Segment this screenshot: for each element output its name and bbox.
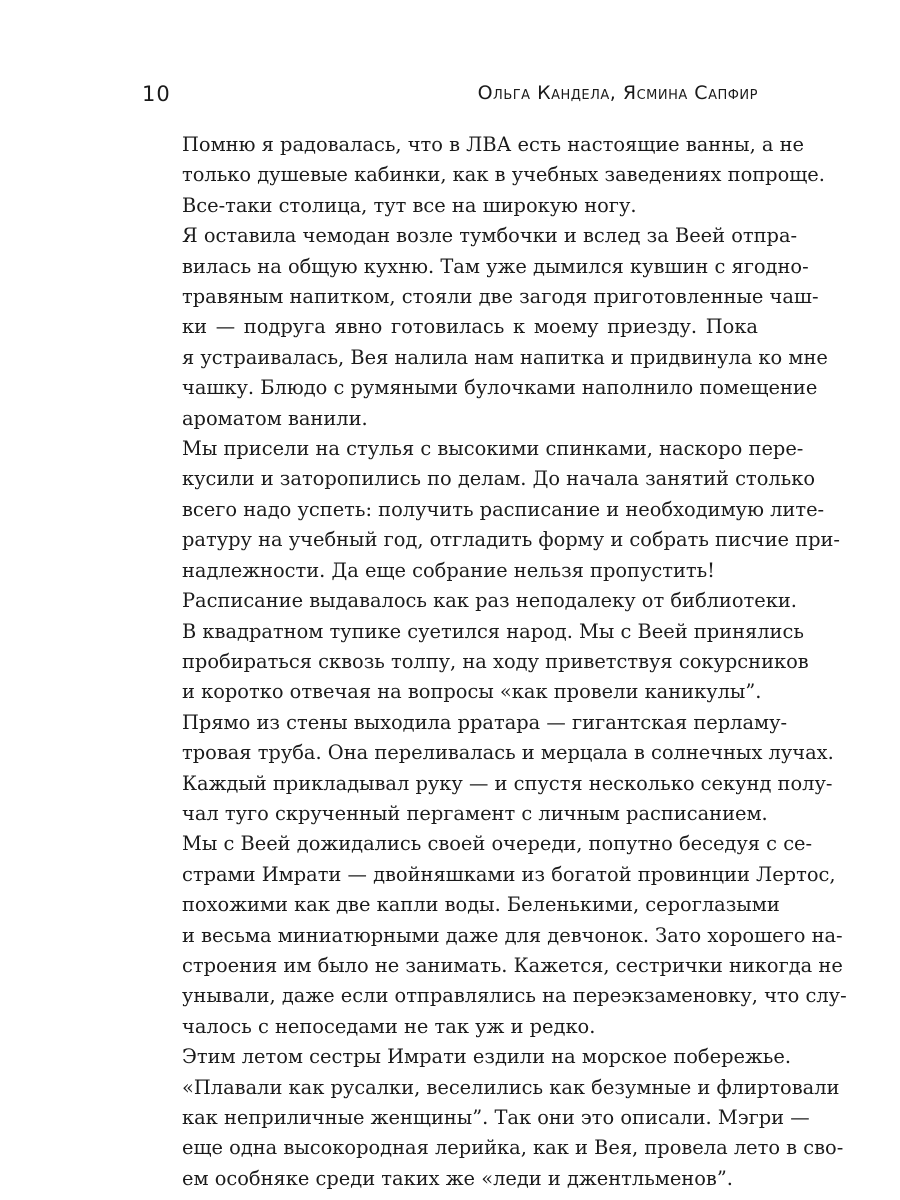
body-text <box>142 130 847 1194</box>
text-line: Мы с Веей дожидались своей очереди, попутно беседуя с се- <box>182 832 813 856</box>
text-line: ем особняке среди таких же «леди и джентльменов”. <box>182 1166 733 1190</box>
text-line: как неприличные женщины”. Так они это описали. Мэгри — <box>182 1106 810 1129</box>
text-line: Каждый прикладывал руку — и спустя несколько секунд полу- <box>182 771 833 795</box>
text-line: Мы присели на стулья с высокими спинками, наскоро пере- <box>182 437 804 461</box>
text-line: Расписание выдавалось как раз неподалеку от библиотеки. <box>182 589 797 613</box>
paragraph <box>142 829 847 1042</box>
text-line: еще одна высокородная лерийка, как и Вея, провела лето в сво- <box>182 1136 844 1160</box>
text-line: и весьма миниатюрными даже для девчонок. Зато хорошего на- <box>182 923 843 947</box>
text-line: унывали, даже если отправлялись на переэкзаменовку, что слу- <box>182 984 847 1008</box>
text-line: Помню я радовалась, что в ЛВА есть настоящие ванны, а не <box>182 133 805 156</box>
paragraph <box>142 130 825 221</box>
text-line: чалось с непоседами не так уж и редко. <box>182 1014 596 1038</box>
text-line: В квадратном тупике суетился народ. Мы с Веей принялись <box>182 619 804 643</box>
paragraph <box>142 1042 844 1194</box>
text-line: кусили и заторопились по делам. До начала занятий столько <box>182 467 816 491</box>
text-line: ки — подруга явно готовилась к моему приезду. Пока <box>182 315 758 339</box>
text-line: чашку. Блюдо с румяными булочками наполнило помещение <box>182 376 818 400</box>
text-line: надлежности. Да еще собрание нельзя пропустить! <box>182 558 715 582</box>
paragraph <box>142 708 834 830</box>
text-line: ароматом ванили. <box>182 406 368 430</box>
text-line: только душевые кабинки, как в учебных заведениях попроще. <box>182 163 825 187</box>
text-line: чал туго скрученный пергамент с личным расписанием. <box>182 801 768 825</box>
text-line: ратуру на учебный год, отгладить форму и собрать писчие при- <box>182 528 840 552</box>
text-line: вилась на общую кухню. Там уже дымился кувшин с ягодно- <box>182 254 809 278</box>
text-line: Я оставила чемодан возле тумбочки и вслед за Веей отпра- <box>182 224 798 248</box>
paragraph <box>142 221 828 434</box>
running-head <box>142 82 758 114</box>
text-line: пробираться сквозь толпу, на ходу приветствуя сокурсников <box>182 649 809 673</box>
running-title: Ольга Кандела, Ясмина Сапфир <box>477 82 758 104</box>
text-line: Прямо из стены выходила рратара — гигантская перламу- <box>182 710 788 734</box>
text-line: тровая труба. Она переливалась и мерцала в солнечных лучах. <box>182 741 834 765</box>
paragraph <box>142 434 840 586</box>
paragraph <box>142 586 809 708</box>
page-number: 10 <box>142 82 171 106</box>
text-line: всего надо успеть: получить расписание и необходимую лите- <box>182 497 825 521</box>
text-line: строения им было не занимать. Кажется, сестрички никогда не <box>182 953 843 977</box>
text-line: и коротко отвечая на вопросы «как провели каникулы”. <box>182 680 762 704</box>
text-line: похожими как две капли воды. Беленькими, сероглазыми <box>182 893 780 917</box>
text-line: Этим летом сестры Имрати ездили на морское побережье. <box>182 1045 791 1069</box>
text-line: травяным напитком, стояли две загодя приготовленные чаш- <box>182 285 819 309</box>
text-line: я устраивалась, Вея налила нам напитка и придвинула ко мне <box>182 345 828 369</box>
text-line: страми Имрати — двойняшками из богатой провинции Лертос, <box>182 862 836 886</box>
text-line: Все-таки столица, тут все на широкую ногу. <box>182 193 637 217</box>
text-line: «Плавали как русалки, веселились как безумные и флиртовали <box>182 1075 840 1099</box>
